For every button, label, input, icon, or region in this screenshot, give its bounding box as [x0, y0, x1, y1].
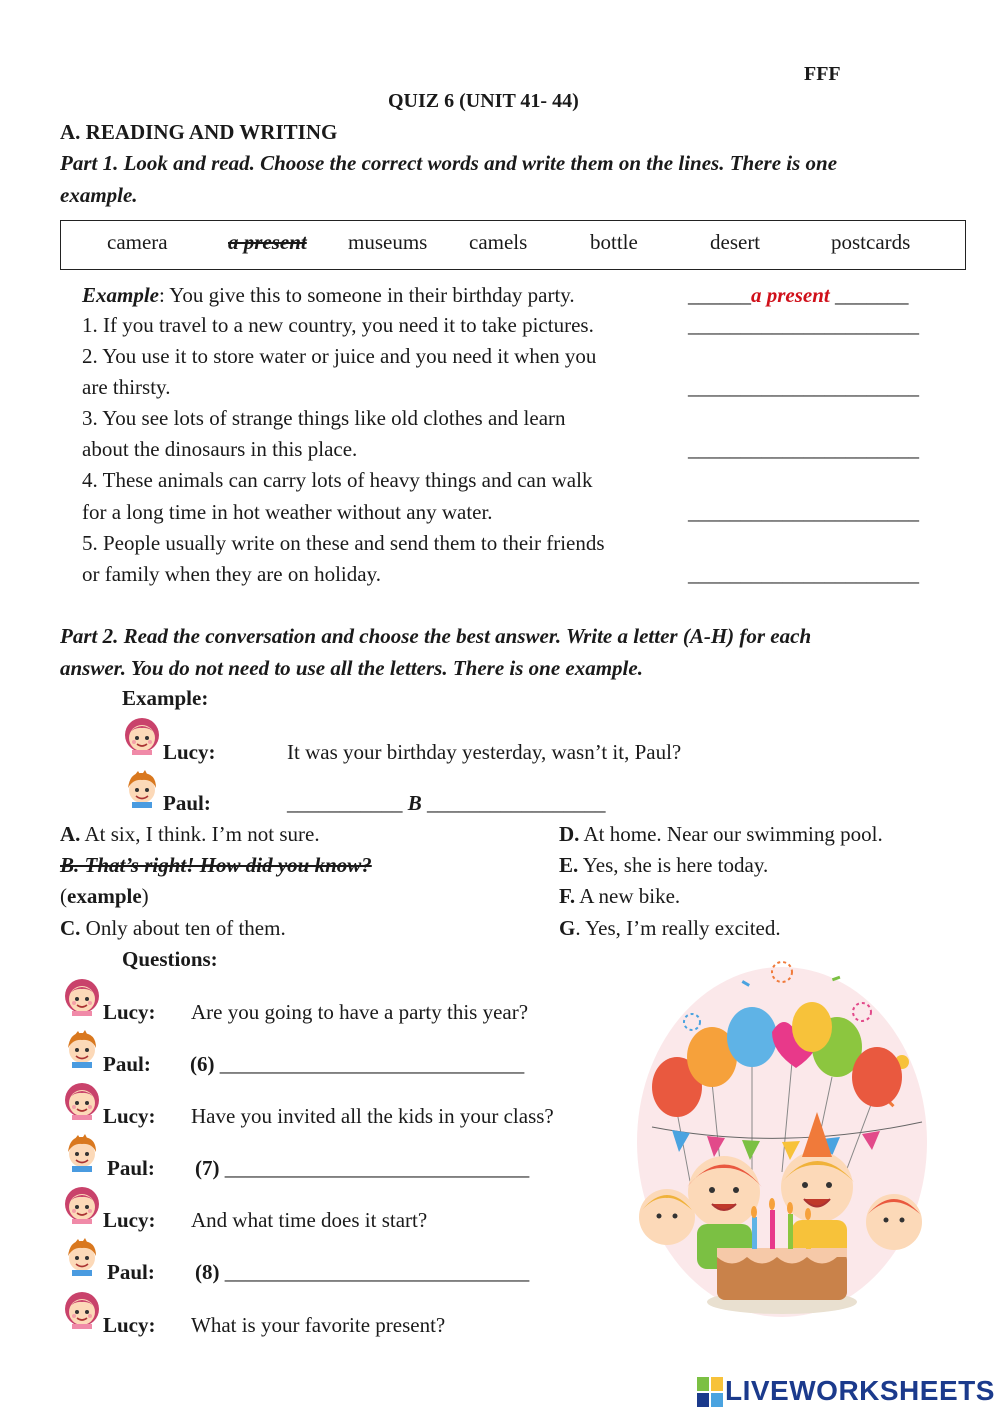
example-label: Example [82, 283, 159, 307]
paren: ( [60, 884, 67, 908]
option-text: Only about ten of them. [80, 916, 286, 940]
speaker-paul: Paul: [107, 1260, 155, 1284]
option-letter: A. [60, 822, 81, 846]
question-number: (8) [195, 1260, 220, 1284]
part2-instructions-line1: Part 2. Read the conversation and choose the best answer. Write a letter (A-H) for each [60, 624, 812, 648]
page-title: QUIZ 6 (UNIT 41- 44) [388, 90, 579, 112]
questions-label: Questions: [122, 947, 218, 971]
question-1: 1. If you travel to a new country, you need it to take pictures. [82, 313, 594, 337]
answer-input-4[interactable]: ______________________ [688, 500, 919, 524]
part2-instructions-line2: answer. You do not need to use all the letters. There is one example. [60, 656, 643, 680]
word-bank [60, 220, 966, 270]
option-e [559, 853, 768, 878]
speaker-lucy: Lucy: [103, 1313, 156, 1337]
question-number: (6) [190, 1052, 215, 1076]
lucy-avatar-icon [62, 1184, 102, 1224]
paul-avatar-icon [122, 768, 162, 808]
option-b-note [60, 884, 149, 909]
speaker-lucy: Lucy: [103, 1000, 156, 1024]
option-text: A new bike. [575, 884, 681, 908]
speaker-paul: Paul: [107, 1156, 155, 1180]
option-letter: E. [559, 853, 579, 877]
lucy-avatar-icon [62, 976, 102, 1016]
option-text: At six, I think. I’m not sure. [80, 822, 320, 846]
example-answer-line [287, 791, 606, 816]
question-4-line2: for a long time in hot weather without any water. [82, 500, 493, 524]
paul-avatar-icon [62, 1236, 102, 1276]
question-number: (7) [195, 1156, 220, 1180]
answer-input-7[interactable]: _____________________________ [224, 1156, 530, 1180]
lucy-avatar-icon [62, 1289, 102, 1329]
dialogue-lucy-1: Are you going to have a party this year? [191, 1000, 529, 1024]
option-g [559, 916, 781, 941]
answer-input-1[interactable]: ______________________ [688, 313, 919, 337]
answer-line-7 [195, 1156, 529, 1181]
speaker-lucy: Lucy: [103, 1208, 156, 1232]
dialogue-lucy-2: Have you invited all the kids in your class? [191, 1104, 554, 1128]
answer-blank: ______ [688, 283, 751, 307]
example-question: It was your birthday yesterday, wasn’t it, Paul? [287, 740, 682, 764]
answer-blank: _________________ [427, 791, 606, 815]
dialogue-lucy-3: And what time does it start? [191, 1208, 428, 1232]
sheet-code: FFF [804, 63, 841, 85]
dialogue-lucy-4: What is your favorite present? [191, 1313, 446, 1337]
option-d [559, 822, 883, 847]
answer-blank: _______ [829, 283, 909, 307]
option-a [60, 822, 320, 847]
question-4-line1: 4. These animals can carry lots of heavy things and can walk [82, 468, 593, 492]
lucy-avatar-icon [122, 715, 162, 755]
option-text: Yes, she is here today. [578, 853, 769, 877]
part2-example-label: Example: [122, 686, 209, 710]
word-bank-item: camels [469, 230, 528, 254]
example-answer: a present [751, 283, 830, 307]
option-letter: C. [60, 916, 81, 940]
answer-input-8[interactable]: _____________________________ [224, 1260, 530, 1284]
liveworksheets-logo-icon [697, 1377, 723, 1407]
answer-input-3[interactable]: ______________________ [688, 437, 919, 461]
word-bank-item: camera [107, 230, 168, 254]
example-answer-letter: B [407, 791, 422, 815]
answer-input-6[interactable]: _____________________________ [219, 1052, 525, 1076]
question-5-line2: or family when they are on holiday. [82, 562, 381, 586]
word-bank-item: desert [710, 230, 761, 254]
speaker-paul: Paul: [103, 1052, 151, 1076]
section-heading: A. READING AND WRITING [60, 120, 338, 144]
part1-example [82, 283, 575, 308]
lucy-avatar-icon [62, 1080, 102, 1120]
paren: ) [141, 884, 149, 908]
liveworksheets-logo-text[interactable]: LIVEWORKSHEETS [725, 1375, 995, 1406]
example-text: : You give this to someone in their birthday party. [159, 283, 575, 307]
question-3-line1: 3. You see lots of strange things like old clothes and learn [82, 406, 566, 430]
question-2-line1: 2. You use it to store water or juice and you need it when you [82, 344, 597, 368]
example-note: example [67, 884, 142, 908]
question-3-line2: about the dinosaurs in this place. [82, 437, 358, 461]
option-text: At home. Near our swimming pool. [579, 822, 883, 846]
speaker-paul: Paul: [163, 791, 211, 815]
part1-instructions-line1: Part 1. Look and read. Choose the correct words and write them on the lines. There is one [60, 151, 838, 175]
speaker-lucy: Lucy: [103, 1104, 156, 1128]
part1-instructions-line2: example. [60, 183, 138, 207]
word-bank-item-example: a present [228, 230, 307, 254]
word-bank-item: bottle [590, 230, 638, 254]
answer-input-5[interactable]: ______________________ [688, 562, 919, 586]
question-2-line2: are thirsty. [82, 375, 171, 399]
option-text: . Yes, I’m really excited. [575, 916, 781, 940]
speaker-lucy: Lucy: [163, 740, 216, 764]
word-bank-item: postcards [831, 230, 911, 254]
answer-line-8 [195, 1260, 529, 1285]
option-f [559, 884, 680, 909]
word-bank-item: museums [348, 230, 428, 254]
option-letter: D. [559, 822, 580, 846]
option-b-example: B. That’s right! How did you know? [60, 853, 372, 877]
answer-blank: ___________ [287, 791, 403, 815]
paul-avatar-icon [62, 1028, 102, 1068]
option-letter: F. [559, 884, 576, 908]
answer-line-6 [190, 1052, 524, 1077]
birthday-party-illustration [632, 952, 942, 1337]
option-letter: G [559, 916, 576, 940]
option-c [60, 916, 286, 941]
question-5-line1: 5. People usually write on these and send them to their friends [82, 531, 605, 555]
paul-avatar-icon [62, 1132, 102, 1172]
example-answer-line [688, 283, 909, 308]
answer-input-2[interactable]: ______________________ [688, 375, 919, 399]
